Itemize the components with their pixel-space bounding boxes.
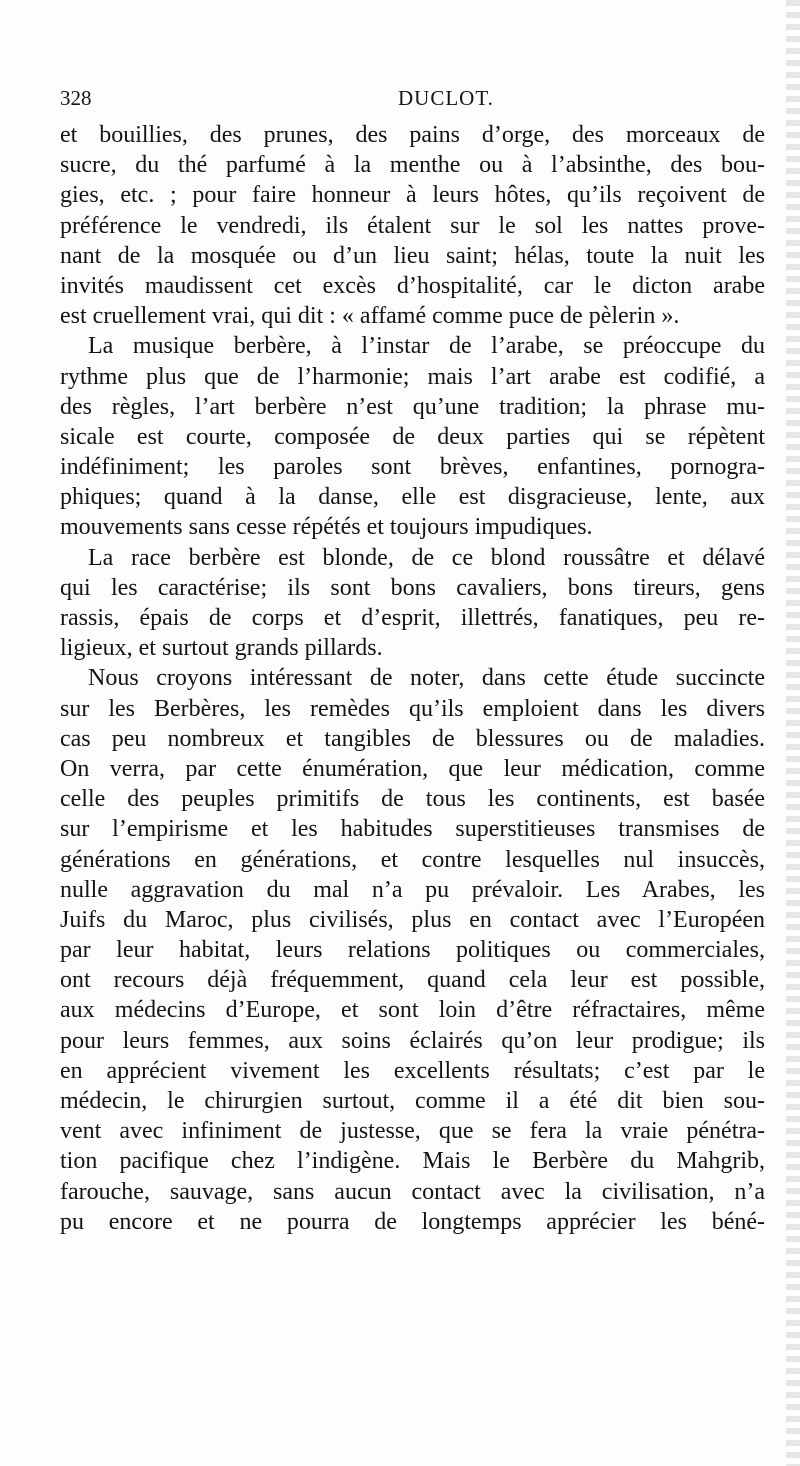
page-edge-shadow [786,0,800,1466]
text-line: pour leurs femmes, aux soins éclairés qu’on leur prodigue; ils [60,1027,765,1054]
text-line: ont recours déjà fréquemment, quand cela leur est possible, [60,967,765,994]
text-line: nulle aggravation du mal n’a pu prévaloir. Les Arabes, les [60,876,765,903]
text-line: Nous croyons intéressant de noter, dans cette étude succincte [88,665,765,692]
body-text [60,120,765,1237]
text-line: en apprécient vivement les excellents résultats; c’est par le [60,1057,765,1084]
running-title: DUCLOT. [398,86,494,110]
text-line: rythme plus que de l’harmonie; mais l’art arabe est codifié, a [60,363,765,390]
text-line: tion pacifique chez l’indigène. Mais le Berbère du Mahgrib, [60,1148,765,1175]
text-line: par leur habitat, leurs relations politiques ou commerciales, [60,937,765,964]
text-line: qui les caractérise; ils sont bons cavaliers, bons tireurs, gens [60,574,765,601]
text-line: générations en générations, et contre lesquelles nul insuccès, [60,846,765,873]
text-line: pu encore et ne pourra de longtemps apprécier les béné- [60,1208,765,1235]
text-line: sicale est courte, composée de deux parties qui se répètent [60,423,765,450]
text-line: des règles, l’art berbère n’est qu’une tradition; la phrase mu- [60,393,765,420]
text-line: ligieux, et surtout grands pillards. [60,635,383,662]
text-line: phiques; quand à la danse, elle est disgracieuse, lente, aux [60,484,765,511]
text-line: invités maudissent cet excès d’hospitalité, car le dicton arabe [60,272,765,299]
text-line: sur l’empirisme et les habitudes superstitieuses transmises de [60,816,765,843]
text-line: sucre, du thé parfumé à la menthe ou à l’absinthe, des bou- [60,152,765,179]
text-line: farouche, sauvage, sans aucun contact avec la civilisation, n’a [60,1178,765,1205]
text-line: La race berbère est blonde, de ce blond roussâtre et délavé [88,544,765,571]
text-line: La musique berbère, à l’instar de l’arabe, se préoccupe du [88,333,765,360]
text-line: celle des peuples primitifs de tous les continents, est basée [60,786,765,813]
text-line: aux médecins d’Europe, et sont loin d’être réfractaires, même [60,997,765,1024]
text-line: Juifs du Maroc, plus civilisés, plus en contact avec l’Européen [60,906,765,933]
text-line: indéfiniment; les paroles sont brèves, enfantines, pornogra- [60,454,765,481]
text-line: médecin, le chirurgien surtout, comme il a été dit bien sou- [60,1088,765,1114]
text-line: nant de la mosquée ou d’un lieu saint; hélas, toute la nuit les [60,242,765,269]
text-line: vent avec infiniment de justesse, que se fera la vraie pénétra- [60,1118,765,1145]
text-line: On verra, par cette énumération, que leur médication, comme [60,755,765,782]
text-line: préférence le vendredi, ils étalent sur le sol les nattes prove- [60,212,765,239]
text-line: cas peu nombreux et tangibles de blessures ou de maladies. [60,725,765,752]
text-line: mouvements sans cesse répétés et toujours impudiques. [60,514,593,541]
text-line: sur les Berbères, les remèdes qu’ils emploient dans les divers [60,695,765,722]
text-line: rassis, épais de corps et d’esprit, illettrés, fanatiques, peu re- [60,605,765,631]
page-header [60,86,765,114]
text-line: est cruellement vrai, qui dit : « affamé comme puce de pèlerin ». [60,303,680,330]
text-line: et bouillies, des prunes, des pains d’orge, des morceaux de [60,122,765,148]
page-number: 328 [60,86,92,110]
text-line: gies, etc. ; pour faire honneur à leurs hôtes, qu’ils reçoivent de [60,182,765,209]
